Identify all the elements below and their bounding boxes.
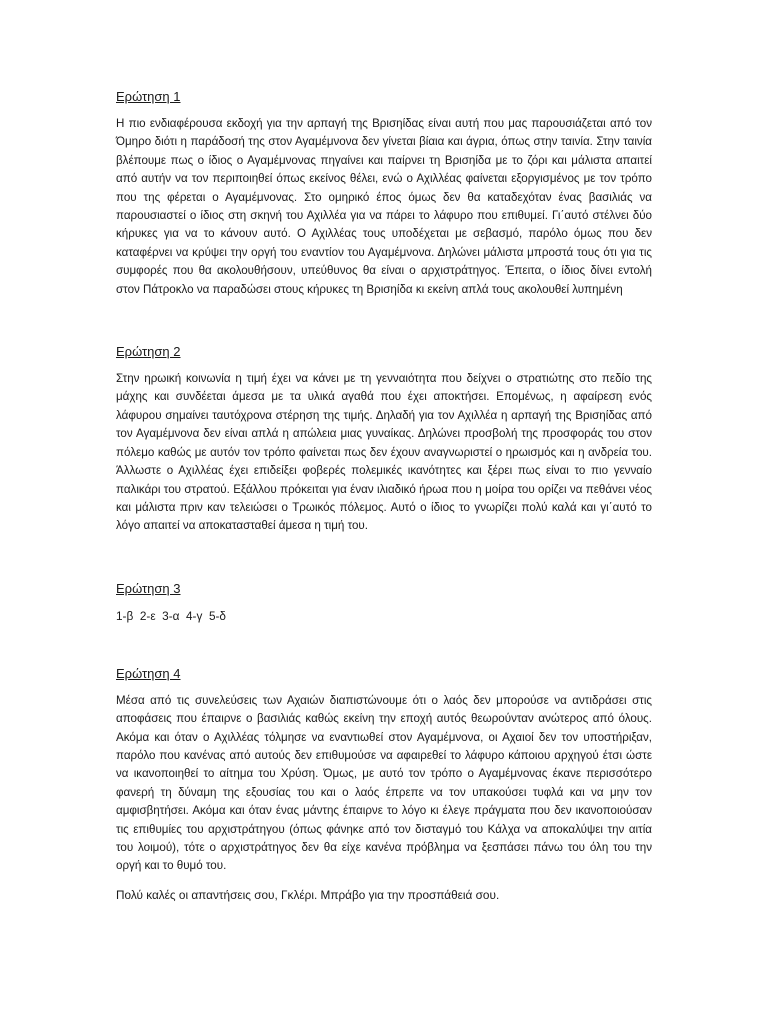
answer-paragraph: Η πιο ενδιαφέρουσα εκδοχή για την αρπαγή της Βρισηίδας είναι αυτή που μας παρουσιάζεται από τον Όμηρο διότι η παράδοσή της στον Αγαμέμνονα δεν γίνεται βίαια και άγρια, όπως στην ταινία. Στην ταινία βλέπουμε πως ο ίδιος ο Αγαμέμνονας πηγαίνει και παίρνει τη Βρισηίδα με το ζόρι και μάλιστα απαιτεί από αυτήν να τον περιποιηθεί όπως εκείνος θέλει, ενώ ο Αχιλλέας φαίνεται εξοργισμένος με τον τρόπο που της φέρεται ο Αγαμέμνονας. Στο ομηρικό έπος όμως δεν θα καταδεχόταν ένας βασιλιάς να παρουσιαστεί ο ίδιος στη σκηνή του Αχιλλέα για να πάρει το λάφυρο που επιθυμεί. Γι΄αυτό στέλνει δύο κήρυκες για να το κάνουν αυτό. Ο Αχιλλέας τους υποδέχεται με σεβασμό, παρόλο όμως που δεν καταφέρνει να κρύψει την οργή του εναντίον του Αγαμέμνονα. Δηλώνει μάλιστα μπροστά τους ότι για τις συμφορές που θα ακολουθήσουν, υπεύθυνος θα είναι ο αρχιστράτηγος. Έπειτα, ο ίδιος δίνει εντολή στον Πάτροκλο να παραδώσει στους κήρυκες τη Βρισηίδα κι εκείνη απλά τους ακολουθεί λυπημένη	[116, 117, 652, 296]
section-question-3	[116, 580, 652, 625]
section-question-4	[116, 665, 652, 876]
teacher-comment: Πολύ καλές οι απαντήσεις σου, Γκλέρι. Μπράβο για την προσπάθειά σου.	[116, 887, 500, 902]
document-page	[116, 88, 652, 904]
section-heading: Ερώτηση 3	[116, 580, 181, 596]
section-heading: Ερώτηση 2	[116, 344, 181, 360]
answer-paragraph: Μέσα από τις συνελεύσεις των Αχαιών διαπιστώνουμε ότι ο λαός δεν μπορούσε να αντιδράσει στις αποφάσεις που έπαιρνε ο βασιλιάς καθώς εκείνη την εποχή αυτός θεωρούνταν ανώτερος από όλους. Ακόμα και όταν ο Αχιλλέας τόλμησε να εναντιωθεί στον Αγαμέμνονα, οι Αχαιοί δεν τον υποστήριξαν, παρόλο που κανένας από αυτούς δεν επιθυμούσε να αφαιρεθεί το λάφυρο κάποιου αρχηγού έτσι ώστε να ικανοποιηθεί το αίτημα του Χρύση. Όμως, με αυτό τον τρόπο ο Αγαμέμνονας έκανε περισσότερο φανερή τη δύναμη της εξουσίας του και ο λαός έπρεπε να τον υπακούσει τυφλά και να μην τον αμφισβητήσει. Ακόμα και όταν ένας μάντης έπαιρνε το λόγο κι έλεγε πράγματα που δεν ικανοποιούσαν τις επιθυμίες του αρχιστράτηγου (όπως φάνηκε από τον δισταγμό του Κάλχα να αποκαλύψει την αιτία του λοιμού), τότε ο αρχιστράτηγος δεν θα είχε κανένα πρόβλημα να ξεσπάσει πάνω του όλη του την οργή και το θυμό του.	[116, 693, 652, 873]
section-heading: Ερώτηση 1	[116, 89, 181, 104]
section-question-2	[116, 343, 652, 536]
answer-matching: 1-β 2-ε 3-α 4-γ 5-δ	[116, 608, 226, 623]
answer-paragraph: Στην ηρωική κοινωνία η τιμή έχει να κάνει με τη γενναιότητα που δείχνει ο στρατιώτης στο πεδίο της μάχης και συνδέεται άμεσα με τα υλικά αγαθά που έχει αποκτήσει. Επομένως, η αφαίρεση ενός λάφυρου σημαίνει ταυτόχρονα στέρηση της τιμής. Δηλαδή για τον Αχιλλέα η αρπαγή της Βρισηίδας από τον Αγαμέμνονα δεν είναι απλά η απώλεια μιας γυναίκας. Δηλώνει προσβολή της προσφοράς του στον πόλεμο καθώς με αυτόν τον τρόπο φαίνεται πως δεν έχουν αναγνωριστεί ο ηρωισμός και η ανδρεία του. Άλλωστε ο Αχιλλέας έχει επιδείξει φοβερές πολεμικές ικανότητες και ξέρει πως είναι το πιο γενναίο παλικάρι του στρατού. Εξάλλου πρόκειται για έναν ιλιαδικό ήρωα που η μοίρα του ορίζει να πεθάνει νέος και μάλιστα πριν καν τελειώσει ο Τρωικός πόλεμος. Αυτό ο ίδιος το γνωρίζει πολύ καλά και γι΄αυτό το λόγο απαιτεί να αποκατασταθεί άμεσα η τιμή του.	[116, 372, 652, 533]
section-heading: Ερώτηση 4	[116, 665, 181, 681]
section-question-1	[116, 88, 652, 299]
